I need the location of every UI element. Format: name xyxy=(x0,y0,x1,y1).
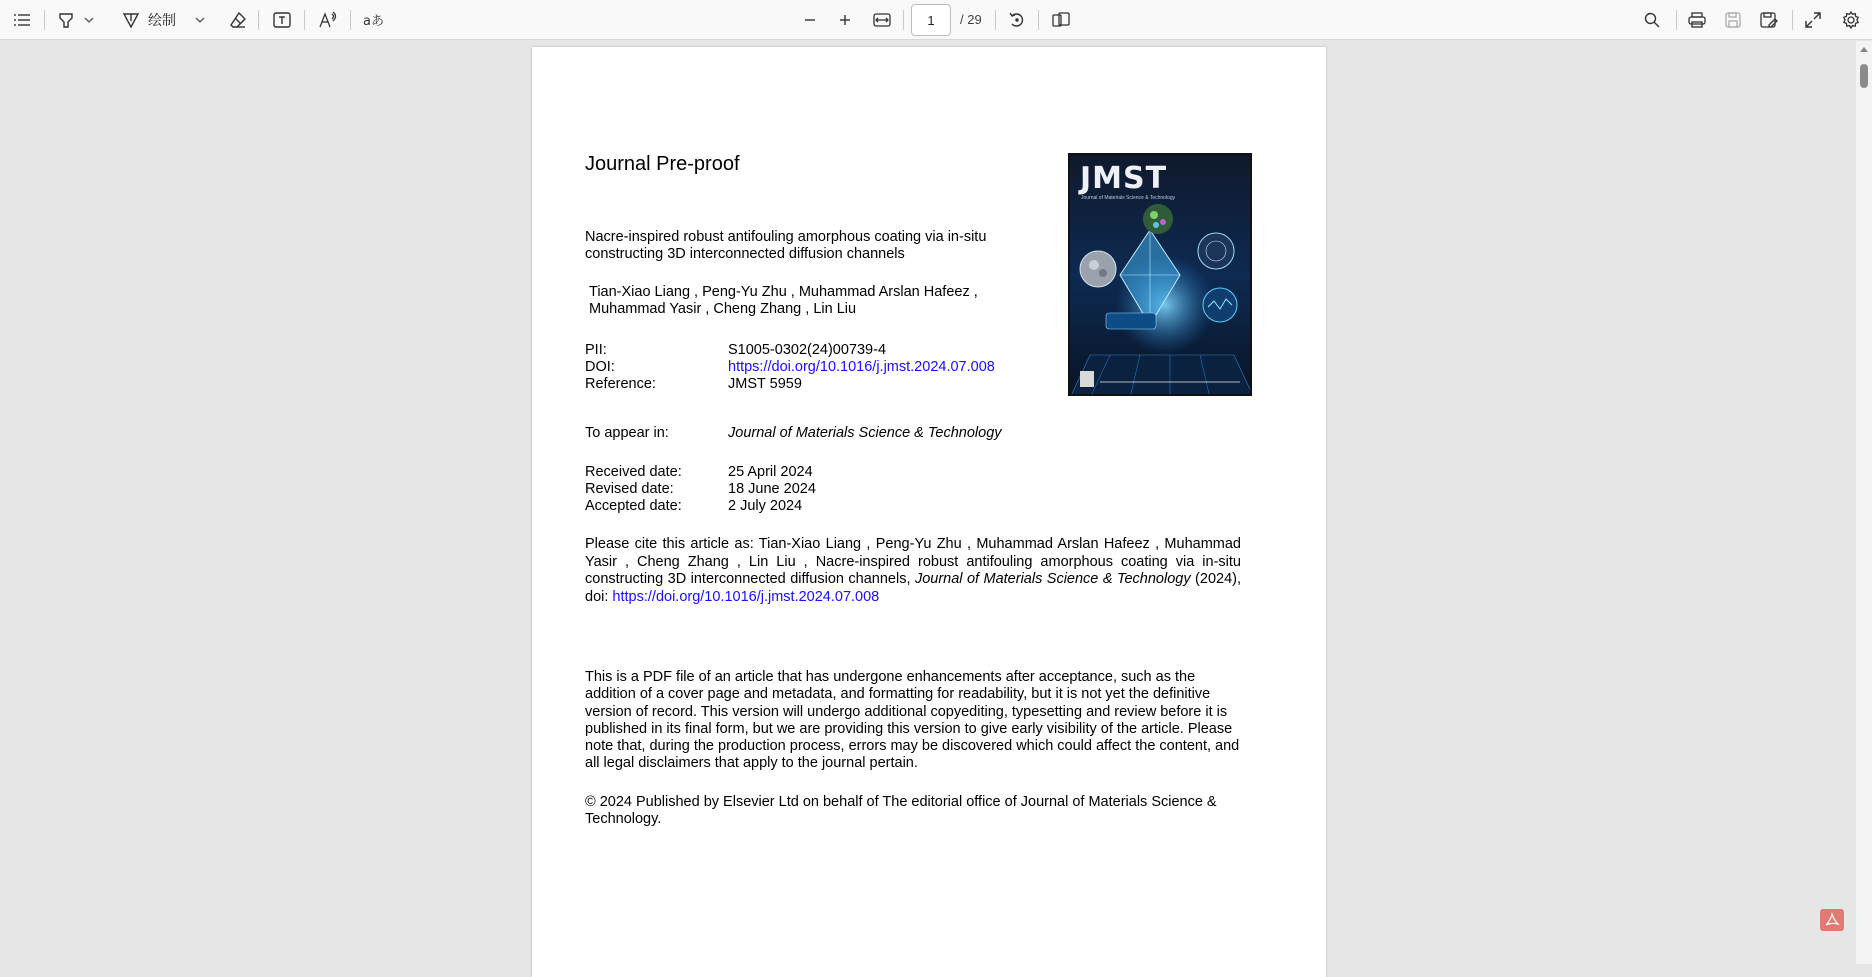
received-value: 25 April 2024 xyxy=(728,464,813,480)
disclaimer-paragraph: This is a PDF file of an article that has undergone enhancements after acceptance, such as the addition of a cover page and metadata, and formatting for readability, but it is not yet the definitive version of record. This version will undergo additional copyediting, typesetting and review before it is published in its final form, but we are providing this version to give early visibility of the article. Please note that, during the production process, errors may be discovered which could affect the content, and all legal disclaimers that apply to the journal pertain. xyxy=(585,669,1240,772)
journal-cover-image xyxy=(1068,153,1252,396)
scrollbar-thumb[interactable] xyxy=(1860,64,1868,88)
revised-label: Revised date: xyxy=(585,481,674,497)
article-authors: Tian-Xiao Liang , Peng-Yu Zhu , Muhammad Arslan Hafeez , Muhammad Yasir , Cheng Zhang , Lin Liu xyxy=(589,284,978,317)
reference-value: JMST 5959 xyxy=(728,376,802,392)
draw-button[interactable] xyxy=(122,6,202,34)
read-aloud-icon[interactable] xyxy=(316,6,340,34)
text-box-icon[interactable] xyxy=(270,6,294,34)
journal-pre-proof-header: Journal Pre-proof xyxy=(585,153,740,175)
revised-value: 18 June 2024 xyxy=(728,481,816,497)
pdf-page xyxy=(532,47,1326,977)
received-row xyxy=(585,464,813,481)
save-as-icon[interactable] xyxy=(1756,6,1782,34)
fullscreen-icon[interactable] xyxy=(1800,6,1826,34)
draw-dropdown-icon[interactable] xyxy=(193,6,207,34)
doi-link[interactable]: https://doi.org/10.1016/j.jmst.2024.07.008 xyxy=(728,359,995,375)
appear-label: To appear in: xyxy=(585,425,669,441)
citation-text: Please cite this article as: Tian-Xiao Liang , Peng-Yu Zhu , Muhammad Arslan Hafeez , Muhammad Yasir , Cheng Zhang , Lin Liu , Nacre-inspired robust antifouling amorphous coating via in-situ constructing 3D interconnected diffusion channels, xyxy=(585,536,1241,587)
zoom-in-icon[interactable] xyxy=(833,6,857,34)
accepted-row xyxy=(585,498,803,515)
zoom-out-icon[interactable] xyxy=(798,6,822,34)
search-icon[interactable] xyxy=(1640,6,1664,34)
pii-value: S1005-0302(24)00739-4 xyxy=(728,342,887,358)
reference-row xyxy=(585,376,802,393)
acrobat-icon[interactable] xyxy=(1820,909,1844,931)
draw-label: 绘制 xyxy=(148,13,176,29)
page-number-input[interactable] xyxy=(911,4,951,36)
cover-subtitle: Journal of Materials Science & Technology xyxy=(1081,195,1176,201)
revised-row xyxy=(585,481,816,498)
rotate-icon[interactable] xyxy=(1004,6,1030,34)
doi-row xyxy=(585,359,995,376)
appear-row xyxy=(585,425,1002,442)
doi-label: DOI: xyxy=(585,359,615,375)
accepted-label: Accepted date: xyxy=(585,498,682,514)
cover-title: JMST xyxy=(1080,161,1168,196)
scroll-up-arrow-icon[interactable] xyxy=(1860,47,1868,52)
article-title: Nacre-inspired robust antifouling amorphous coating via in-situ constructing 3D interconnected diffusion channels xyxy=(585,229,987,262)
save-icon[interactable] xyxy=(1720,6,1746,34)
citation-journal: Journal of Materials Science & Technology xyxy=(914,571,1191,587)
translate-icon[interactable] xyxy=(360,6,388,34)
eraser-icon[interactable] xyxy=(226,6,250,34)
received-label: Received date: xyxy=(585,464,682,480)
appear-value: Journal of Materials Science & Technology xyxy=(728,425,1002,441)
svg-text:aあ: aあ xyxy=(363,14,384,28)
draw-icon xyxy=(122,11,140,29)
settings-gear-icon[interactable] xyxy=(1838,6,1864,34)
citation-doi-link[interactable]: https://doi.org/10.1016/j.jmst.2024.07.008 xyxy=(612,588,880,605)
contents-icon[interactable] xyxy=(10,6,34,34)
pii-label: PII: xyxy=(585,342,607,358)
highlight-dropdown-icon[interactable] xyxy=(82,6,96,34)
fit-width-icon[interactable] xyxy=(869,6,895,34)
vertical-scrollbar[interactable] xyxy=(1856,41,1872,964)
pdf-toolbar xyxy=(0,0,1872,40)
page-total: / 29 xyxy=(960,12,982,27)
pii-row xyxy=(585,342,887,359)
document-viewer[interactable] xyxy=(0,41,1872,964)
print-icon[interactable] xyxy=(1684,6,1710,34)
citation-paragraph xyxy=(585,536,1241,606)
page-view-icon[interactable] xyxy=(1048,6,1074,34)
citation-year: (2024), doi: xyxy=(585,571,1241,605)
highlight-icon[interactable] xyxy=(54,6,78,34)
accepted-value: 2 July 2024 xyxy=(728,498,803,514)
copyright-notice: © 2024 Published by Elsevier Ltd on behalf of The editorial office of Journal of Materials Science & Technology. xyxy=(585,794,1217,828)
reference-label: Reference: xyxy=(585,376,656,392)
